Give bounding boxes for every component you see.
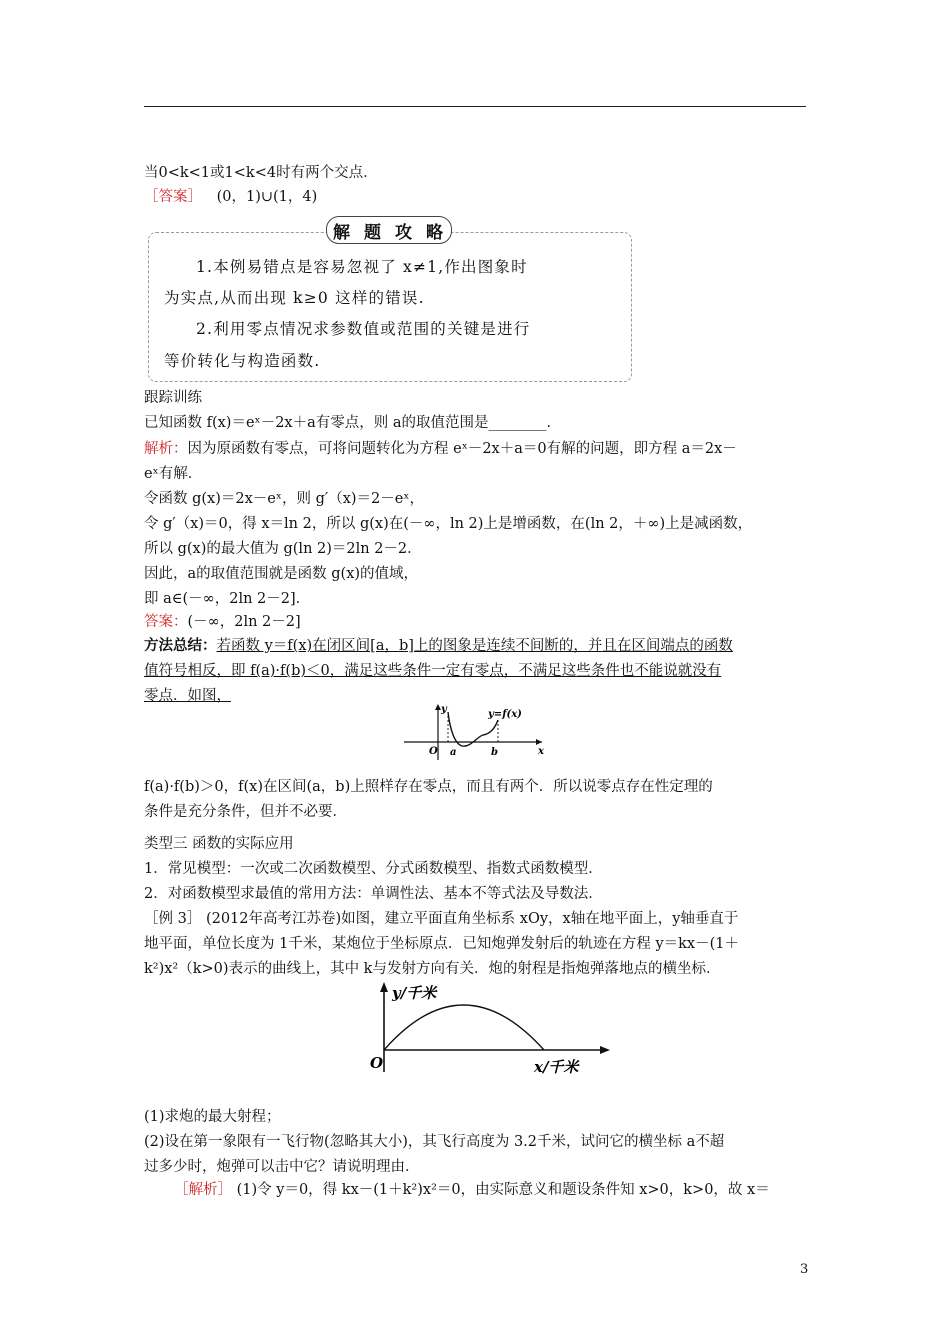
example-line: k²)x²（k>0)表示的曲线上，其中 k与发射方向有关．炮的射程是指炮弹落地点的横坐标． <box>144 961 721 977</box>
a-label: a <box>450 747 457 758</box>
example-line: 地平面，单位长度为 1千米，某炮位于坐标原点．已知炮弹发射后的轨迹在方程 y＝kx－(1＋ <box>144 936 739 952</box>
zero-point-figure <box>400 700 550 762</box>
solution-label: 解析： <box>144 441 188 457</box>
solution-line: 因此，a的取值范围就是函数 g(x)的值域， <box>144 566 419 582</box>
question-line: (2)设在第一象限有一飞行物(忽略其大小)，其飞行高度为 3.2千米，试问它的横坐标 a不超 <box>144 1134 725 1150</box>
section-heading: 类型三 函数的实际应用 <box>144 836 294 852</box>
page-number: 3 <box>800 1262 809 1277</box>
b-label: b <box>491 747 498 758</box>
solution-text: 因为原函数有零点，可将问题转化为方程 eˣ－2x＋a＝0有解的问题，即方程 a＝2x－ <box>187 441 737 457</box>
answer-label: 答案： <box>144 614 188 630</box>
tip-line: 2.利用零点情况求参数值或范围的关键是进行 <box>196 320 531 338</box>
solution-line: 令 g′（x)＝0，得 x＝ln 2，所以 g(x)在(－∞，ln 2)上是增函数，在(ln 2，＋∞)上是减函数， <box>144 516 753 532</box>
method-summary-line: 值符号相反，即 f(a)·f(b)＜0，满足这些条件一定有零点，不满足这些条件也不能说就没有 <box>144 663 722 679</box>
x-axis-arrow <box>600 1046 610 1054</box>
answer-value: (－∞，2ln 2－2] <box>187 614 301 630</box>
answer-label: ［答案］ <box>144 189 202 205</box>
projectile-figure <box>364 980 614 1074</box>
answer-value: (0，1)∪(1，4) <box>216 189 318 205</box>
y-axis-arrow <box>380 982 388 992</box>
analysis-line <box>174 1180 770 1200</box>
x-axis-label: x/千米 <box>534 1058 579 1074</box>
tip-line: 等价转化与构造函数. <box>164 352 321 370</box>
question-text: 已知函数 f(x)＝eˣ－2x＋a有零点，则 a的取值范围是________． <box>144 415 561 431</box>
origin-label: O <box>429 746 438 757</box>
x-axis-arrow <box>536 739 542 745</box>
y-label: y <box>441 704 447 715</box>
solution-line: 令函数 g(x)＝2x－eˣ，则 g′（x)＝2－eˣ， <box>144 491 424 507</box>
section-heading: 跟踪训练 <box>144 390 202 406</box>
trajectory-curve <box>384 1005 544 1050</box>
solution-line: 即 a∈(－∞，2ln 2－2]． <box>144 591 311 607</box>
tips-title-char: 题 <box>364 222 383 243</box>
solution-line <box>144 439 737 459</box>
text-line: f(a)·f(b)＞0，f(x)在区间(a，b)上照样存在零点，而且有两个．所以说零点存在性定理的 <box>144 779 713 795</box>
text-line: 2．对函数模型求最值的常用方法：单调性法、基本不等式法及导数法． <box>144 886 603 902</box>
example-line: ［例 3］ (2012年高考江苏卷)如图，建立平面直角坐标系 xOy，x轴在地平面上，y轴垂直于 <box>144 911 739 927</box>
header-rule <box>144 106 806 107</box>
solution-line: eˣ有解． <box>144 466 203 482</box>
origin-label: O <box>370 1054 384 1072</box>
method-label: 方法总结： <box>144 637 217 654</box>
text-line: 条件是充分条件，但并不必要． <box>144 804 347 820</box>
solution-line: 所以 g(x)的最大值为 g(ln 2)＝2ln 2－2． <box>144 541 422 557</box>
x-label: x <box>538 746 544 757</box>
function-label: y=f(x) <box>488 709 522 720</box>
answer-line <box>144 612 301 632</box>
question-line: (1)求炮的最大射程； <box>144 1109 281 1125</box>
method-text: 若函数 y＝f(x)在闭区间[a，b]上的图象是连续不间断的，并且在区间端点的函数 <box>216 638 733 654</box>
tips-title-char: 略 <box>426 222 445 243</box>
tip-line: 1.本例易错点是容易忽视了 x≠1,作出图象时 <box>196 258 528 276</box>
method-summary-line <box>144 636 733 656</box>
analysis-text: (1)令 y＝0，得 kx－(1＋k²)x²＝0，由实际意义和题设条件知 x>0，k>0，故 x＝ <box>232 1182 770 1198</box>
tip-line: 为实点,从而出现 k≥0 这样的错误. <box>164 289 425 307</box>
text-line: 1．常见模型：一次或二次函数模型、分式函数模型、指数式函数模型． <box>144 861 603 877</box>
text-line: 当0<k<1或1<k<4时有两个交点． <box>144 165 378 181</box>
method-summary-line: 零点．如图， <box>144 688 231 704</box>
tips-title-badge <box>326 216 452 244</box>
analysis-label: ［解析］ <box>174 1182 232 1198</box>
y-axis-label: y/千米 <box>392 984 437 1002</box>
answer-line <box>144 187 317 207</box>
tips-title-char: 解 <box>333 222 352 243</box>
question-line: 过多少时，炮弹可以击中它？请说明理由． <box>144 1159 420 1175</box>
tips-title-char: 攻 <box>395 222 414 243</box>
